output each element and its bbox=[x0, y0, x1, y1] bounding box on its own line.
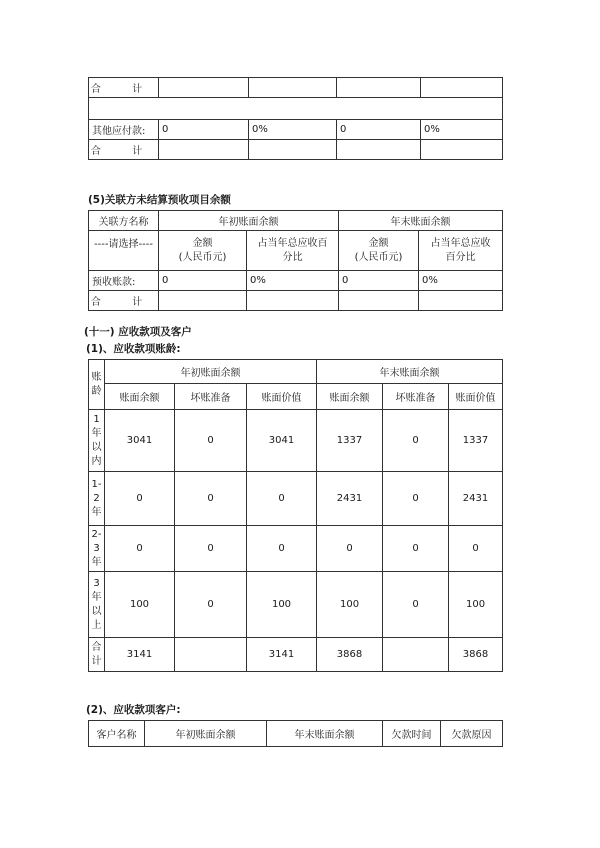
cell bbox=[421, 78, 503, 98]
cell bbox=[421, 140, 503, 160]
col-end-balance: 年末账面余额 bbox=[267, 721, 383, 747]
cell-value: 100 bbox=[105, 572, 175, 638]
cell-value: 0 bbox=[175, 410, 247, 472]
col-begin: 年初账面余额 bbox=[105, 360, 317, 384]
col-begin-balance: 年初账面余额 bbox=[145, 721, 267, 747]
table-row bbox=[89, 472, 503, 526]
cell bbox=[337, 140, 421, 160]
cell-value: 0 bbox=[383, 526, 449, 572]
cell-value: 0% bbox=[249, 120, 337, 140]
cell-value bbox=[175, 638, 247, 672]
col-pct: 占当年总应收百 bbox=[257, 237, 328, 249]
cell-value: 0% bbox=[421, 120, 503, 140]
col-bad-debt: 坏账准备 bbox=[175, 384, 247, 410]
cell-value: 1337 bbox=[317, 410, 383, 472]
col-begin: 年初账面余额 bbox=[159, 211, 339, 231]
cell-value: 0 bbox=[383, 572, 449, 638]
age-label: 1-2年 bbox=[89, 472, 105, 526]
total-label: 合 计 bbox=[89, 140, 159, 160]
col-amount: 金额 bbox=[368, 237, 389, 249]
cell-value: 0 bbox=[449, 526, 503, 572]
col-customer-name: 客户名称 bbox=[89, 721, 145, 747]
cell bbox=[339, 291, 419, 311]
col-pct: 占当年总应收 bbox=[430, 237, 491, 249]
cell-value: 2431 bbox=[449, 472, 503, 526]
cell-value: 0 bbox=[175, 526, 247, 572]
col-overdue-reason: 欠款原因 bbox=[441, 721, 503, 747]
cell-value: 100 bbox=[317, 572, 383, 638]
age-label: 合计 bbox=[89, 638, 105, 672]
col-amount-unit: (人民币元) bbox=[178, 251, 227, 263]
table-row bbox=[89, 410, 503, 472]
cell-value: 0 bbox=[105, 526, 175, 572]
age-label: 3年以上 bbox=[89, 572, 105, 638]
cell-value: 0 bbox=[317, 526, 383, 572]
col-end: 年末账面余额 bbox=[339, 211, 503, 231]
col-age: 账龄 bbox=[89, 360, 105, 410]
col-pct-2: 百分比 bbox=[445, 251, 476, 263]
col-end: 年末账面余额 bbox=[317, 360, 503, 384]
col-amount: 金额 bbox=[192, 237, 213, 249]
cell-value: 0 bbox=[175, 472, 247, 526]
section-5-title: (5)关联方未结算预收项目余额 bbox=[88, 194, 231, 206]
table-row bbox=[89, 572, 503, 638]
cell bbox=[159, 291, 247, 311]
cell-value: 3868 bbox=[317, 638, 383, 672]
subsection-aging-title: (1)、应收款项账龄: bbox=[86, 343, 181, 355]
cell-value: 3141 bbox=[247, 638, 317, 672]
age-label: 2-3年 bbox=[89, 526, 105, 572]
col-pct-2: 分比 bbox=[282, 251, 303, 263]
cell-value: 3041 bbox=[247, 410, 317, 472]
advance-receipts-table bbox=[88, 210, 503, 311]
col-amount-unit: (人民币元) bbox=[354, 251, 403, 263]
cell-value: 3868 bbox=[449, 638, 503, 672]
table-row-total bbox=[89, 638, 503, 672]
party-select[interactable]: ----请选择---- bbox=[89, 231, 159, 271]
cell-value: 0 bbox=[105, 472, 175, 526]
cell-value: 0 bbox=[159, 271, 247, 291]
cell-value: 3141 bbox=[105, 638, 175, 672]
cell bbox=[159, 78, 249, 98]
cell-value: 0 bbox=[175, 572, 247, 638]
cell bbox=[247, 291, 339, 311]
subsection-customers-title: (2)、应收款项客户: bbox=[86, 704, 181, 716]
col-bad-debt: 坏账准备 bbox=[383, 384, 449, 410]
age-label: 1年以内 bbox=[89, 410, 105, 472]
cell-value: 100 bbox=[247, 572, 317, 638]
col-party: 关联方名称 bbox=[89, 211, 159, 231]
cell-value: 0 bbox=[339, 271, 419, 291]
col-book-value: 账面价值 bbox=[449, 384, 503, 410]
cell-value: 0 bbox=[247, 472, 317, 526]
total-label: 合 计 bbox=[89, 78, 159, 98]
cell bbox=[159, 140, 249, 160]
total-label: 合 计 bbox=[89, 291, 159, 311]
cell bbox=[337, 78, 421, 98]
table-row bbox=[89, 526, 503, 572]
cell-value: 0% bbox=[419, 271, 503, 291]
receivables-customers-table bbox=[88, 720, 503, 747]
cell-value: 3041 bbox=[105, 410, 175, 472]
other-payables-table bbox=[88, 77, 503, 160]
cell-value: 1337 bbox=[449, 410, 503, 472]
cell bbox=[419, 291, 503, 311]
cell-value bbox=[383, 638, 449, 672]
cell-value: 0% bbox=[247, 271, 339, 291]
receivables-aging-table bbox=[88, 359, 503, 672]
col-book-value: 账面价值 bbox=[247, 384, 317, 410]
col-overdue-time: 欠款时间 bbox=[383, 721, 441, 747]
cell-value: 2431 bbox=[317, 472, 383, 526]
blank-row bbox=[89, 98, 503, 120]
col-book-balance: 账面余额 bbox=[105, 384, 175, 410]
section-11-title: (十一) 应收款项及客户 bbox=[84, 326, 192, 338]
cell-value: 0 bbox=[159, 120, 249, 140]
advance-label: 预收账款: bbox=[89, 271, 159, 291]
cell-value: 0 bbox=[383, 472, 449, 526]
cell-value: 0 bbox=[337, 120, 421, 140]
cell-value: 0 bbox=[383, 410, 449, 472]
cell-value: 100 bbox=[449, 572, 503, 638]
cell-value: 0 bbox=[247, 526, 317, 572]
cell bbox=[249, 140, 337, 160]
other-payables-label: 其他应付款: bbox=[89, 120, 159, 140]
cell bbox=[249, 78, 337, 98]
col-book-balance: 账面余额 bbox=[317, 384, 383, 410]
